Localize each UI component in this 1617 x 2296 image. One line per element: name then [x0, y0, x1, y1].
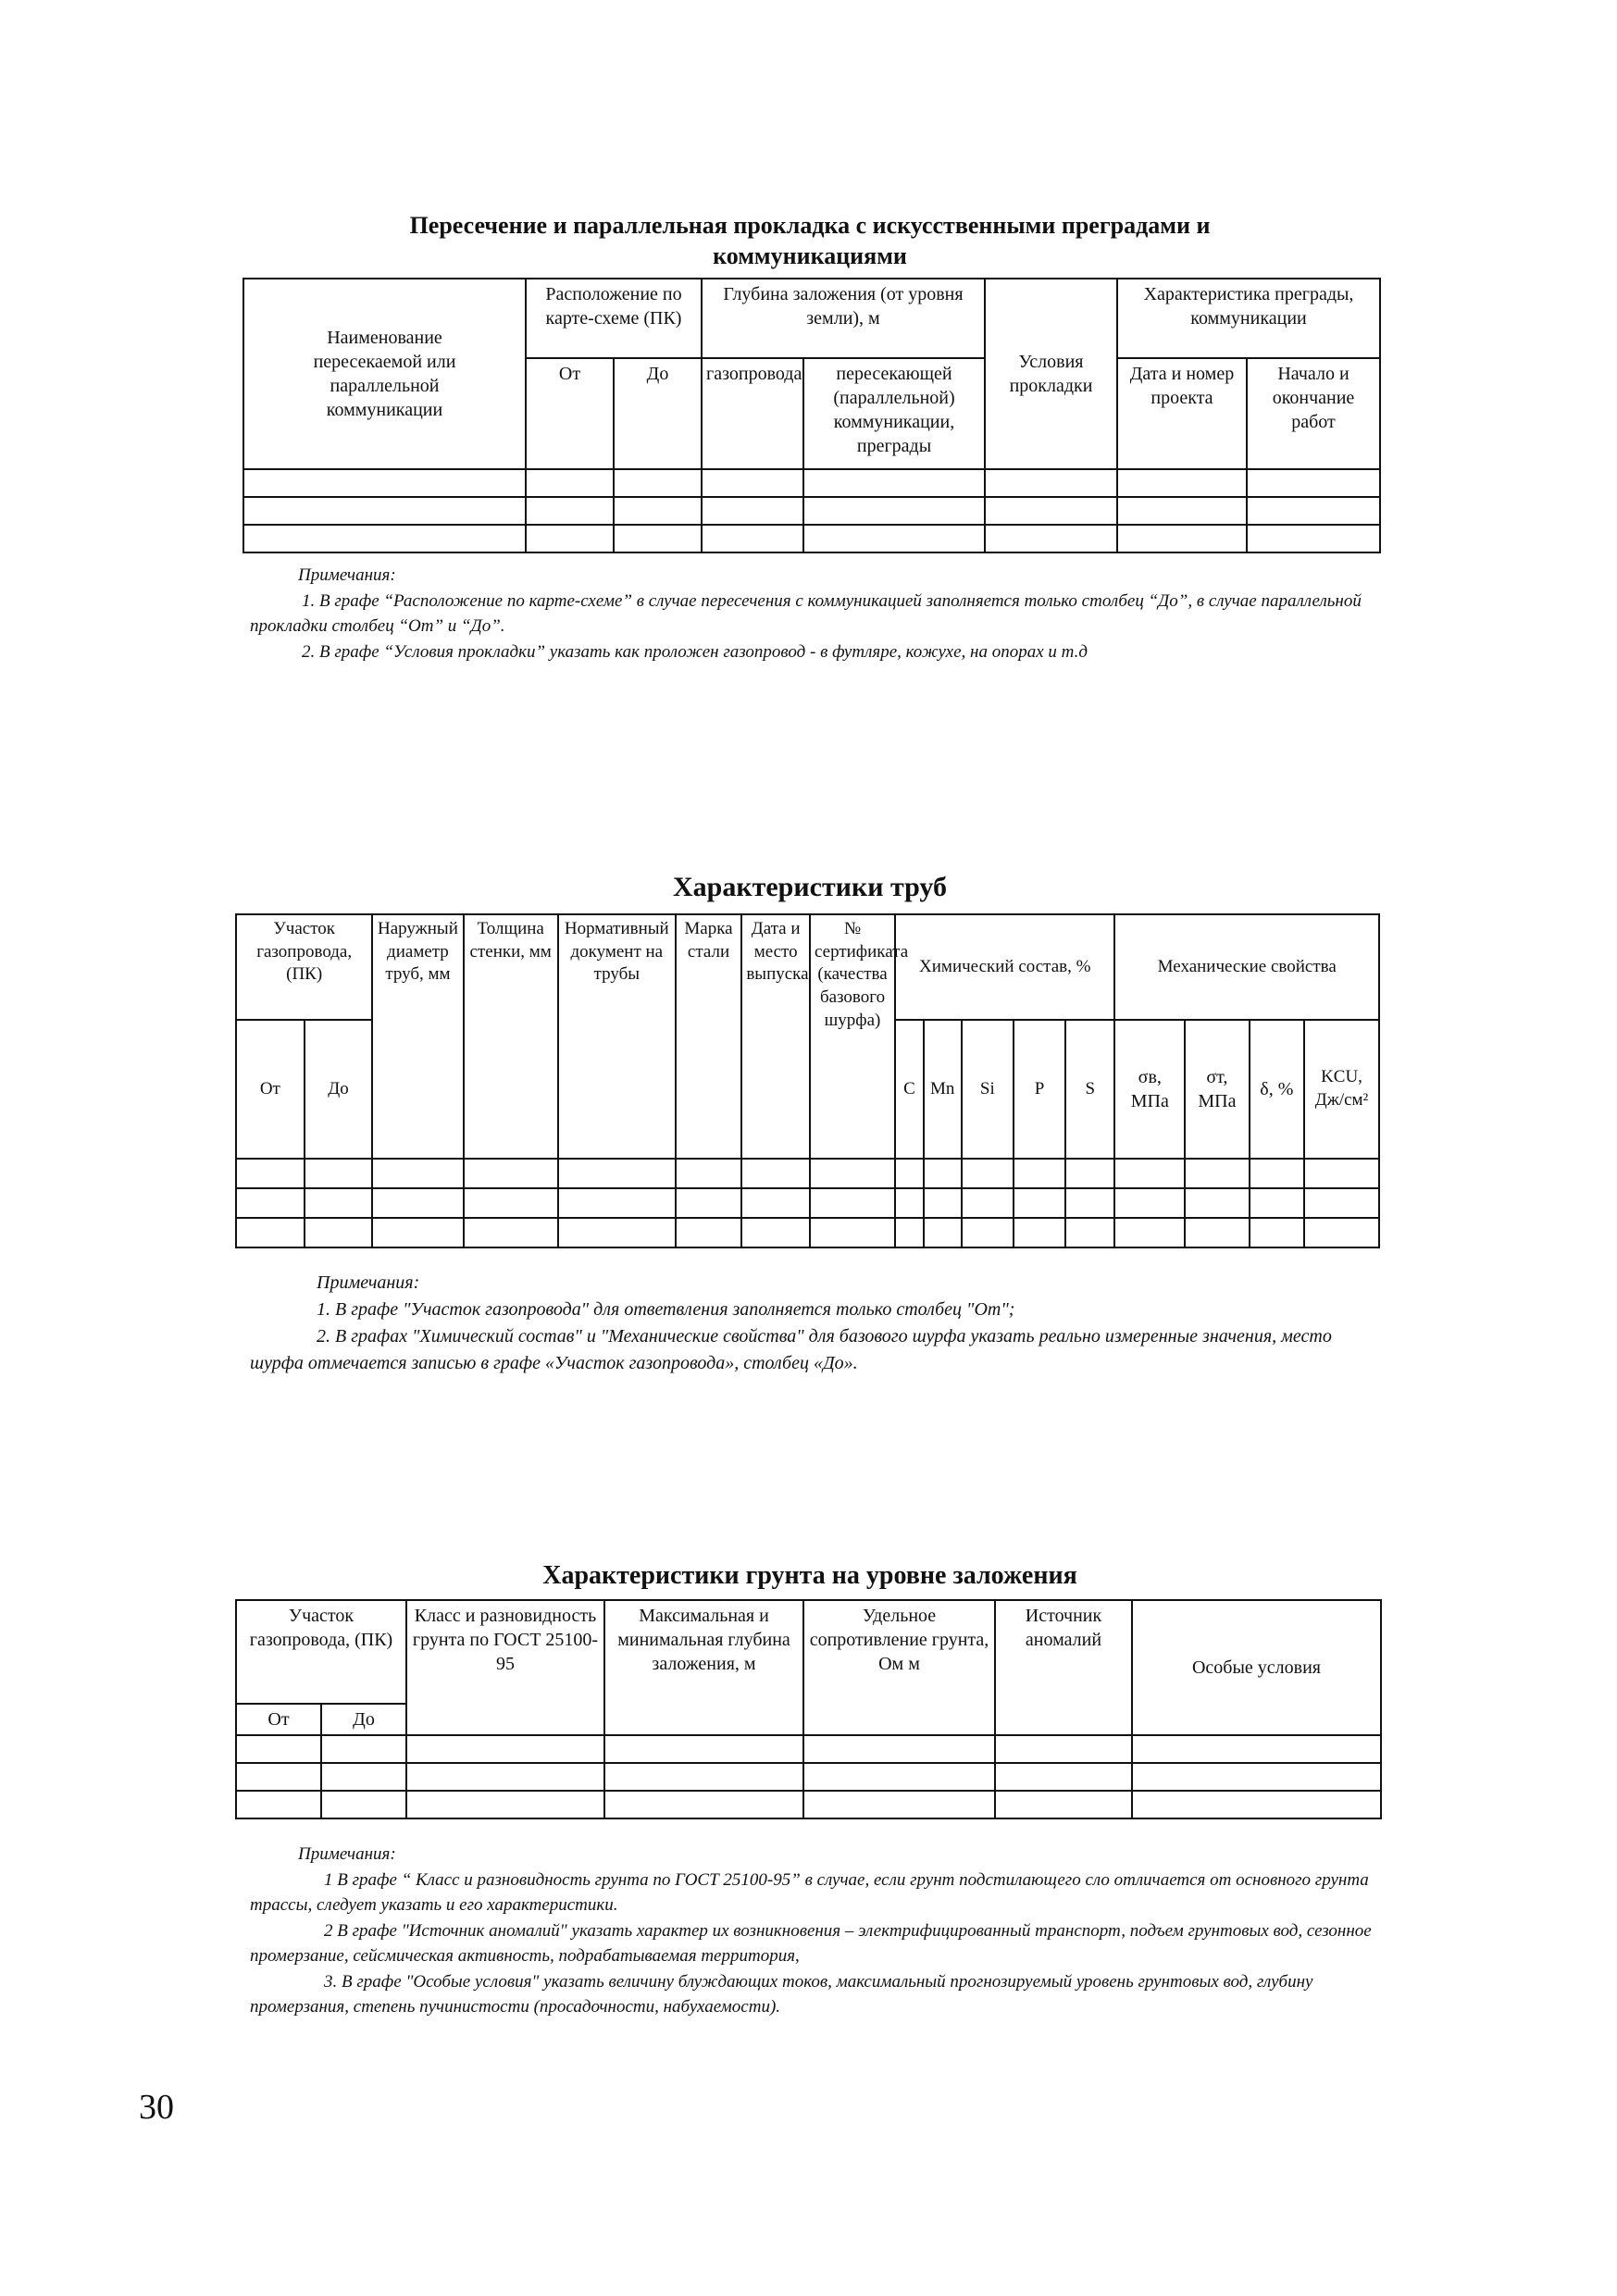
crossings-table-wrap — [243, 278, 1379, 553]
col-depth-cross: пересекающей (параллельной) коммуникации, преграды — [803, 358, 985, 469]
section-pipes — [231, 870, 1388, 905]
col-mech: Механические свойства — [1114, 914, 1379, 1020]
table-row — [236, 1159, 1379, 1188]
col-from: От — [236, 1704, 321, 1735]
col-mn: Mn — [924, 1020, 962, 1159]
soil-title: Характеристики грунта на уровне заложения — [542, 1561, 1077, 1590]
table-row — [236, 1218, 1379, 1247]
col-section: Участок газопровода, (ПК) — [236, 1600, 406, 1704]
col-diameter: Наружный диаметр труб, мм — [372, 914, 463, 1159]
page-number: 30 — [139, 2088, 174, 2127]
table-row — [243, 469, 1380, 497]
col-cert: № сертификата (качества базового шурфа) — [810, 914, 895, 1159]
notes-heading: Примечания: — [317, 1272, 420, 1293]
table-row — [243, 525, 1380, 552]
col-delta: δ, % — [1250, 1020, 1304, 1159]
col-steel: Марка стали — [676, 914, 742, 1159]
col-thickness: Толщина стенки, мм — [464, 914, 558, 1159]
notes-heading: Примечания: — [298, 1844, 396, 1864]
section-soil — [231, 1559, 1388, 1592]
col-section: Участок газопровода, (ПК) — [236, 914, 372, 1020]
note-item: 2. В графах "Химический состав" и "Механические свойства" для базового шурфа указать реально измеренные значения, место шурфа отмечается записью в графе «Участок газопровода», столбец «До». — [250, 1326, 1332, 1373]
col-depth: Глубина заложения (от уровня земли), м — [702, 279, 985, 358]
col-to: До — [614, 358, 702, 469]
notes-heading: Примечания: — [298, 565, 396, 585]
pipes-notes — [250, 1270, 1379, 1377]
col-class: Класс и разновидность грунта по ГОСТ 25100-95 — [406, 1600, 604, 1735]
note-item: 1 В графе “ Класс и разновидность грунта по ГОСТ 25100-95” в случае, если грунт подстилающего сло отличается от основного грунта трассы, следует указать и его характеристики. — [250, 1869, 1369, 1916]
col-depth: Максимальная и минимальная глубина заложения, м — [604, 1600, 803, 1735]
crossings-table — [243, 278, 1381, 553]
col-to: До — [321, 1704, 406, 1735]
table-row — [236, 1791, 1381, 1818]
col-conditions: Условия прокладки — [985, 279, 1117, 469]
col-date: Дата и номер проекта — [1117, 358, 1247, 469]
col-sigma-v: σв, МПа — [1114, 1020, 1185, 1159]
col-sigma-t: σт, МПа — [1185, 1020, 1250, 1159]
col-p: P — [1014, 1020, 1065, 1159]
section-crossings — [241, 211, 1379, 277]
table-row — [243, 497, 1380, 525]
crossings-title: Пересечение и параллельная прокладка с искусственными преградами и коммуникациями — [409, 212, 1211, 269]
col-character: Характеристика преграды, коммуникации — [1117, 279, 1380, 358]
pipes-title: Характеристики труб — [672, 872, 948, 902]
col-s: S — [1065, 1020, 1114, 1159]
col-si: Si — [962, 1020, 1014, 1159]
note-item: 2 В графе "Источник аномалий" указать характер их возникновения – электрифицированный транспорт, подъем грунтовых вод, сезонное промерзание, сейсмическая активность, подрабатываемая территория, — [250, 1920, 1372, 1967]
crossings-notes — [250, 563, 1379, 664]
col-c: C — [895, 1020, 924, 1159]
soil-table-wrap — [235, 1599, 1380, 1819]
col-resist: Удельное сопротивление грунта, Ом м — [803, 1600, 995, 1735]
pipes-table — [235, 913, 1380, 1248]
col-source: Источник аномалий — [995, 1600, 1132, 1735]
table-row — [236, 1735, 1381, 1763]
soil-notes — [250, 1842, 1379, 2020]
note-item: 1. В графе “Расположение по карте-схеме” в случае пересечения с коммуникацией заполняется только столбец “До”, в случае параллельной прокладки столбец “От” и “До”. — [250, 590, 1362, 637]
col-from: От — [236, 1020, 305, 1159]
col-special: Особые условия — [1132, 1600, 1381, 1735]
table-row — [236, 1763, 1381, 1791]
col-name: Наименование пересекаемой или параллельной коммуникации — [243, 279, 526, 469]
table-row — [236, 1188, 1379, 1218]
col-to: До — [305, 1020, 373, 1159]
note-item: 3. В графе "Особые условия" указать величину блуждающих токов, максимальный прогнозируемый уровень грунтовых вод, глубину промерзания, степень пучинистости (просадочности, набухаемости). — [250, 1971, 1313, 2017]
soil-table — [235, 1599, 1382, 1819]
note-item: 2. В графе “Условия прокладки” указать как проложен газопровод - в футляре, кожухе, на опорах и т.д — [302, 641, 1088, 662]
col-depth-gas: газопровода — [702, 358, 803, 469]
col-location: Расположение по карте-схеме (ПК) — [526, 279, 702, 358]
pipes-table-wrap — [235, 913, 1380, 1248]
col-normdoc: Нормативный документ на трубы — [558, 914, 676, 1159]
col-from: От — [526, 358, 614, 469]
col-start: Начало и окончание работ — [1247, 358, 1380, 469]
col-date: Дата и место выпуска — [741, 914, 810, 1159]
col-kcu: KCU, Дж/см² — [1304, 1020, 1379, 1159]
note-item: 1. В графе "Участок газопровода" для ответвления заполняется только столбец "От"; — [317, 1299, 1015, 1320]
col-chem: Химический состав, % — [895, 914, 1114, 1020]
